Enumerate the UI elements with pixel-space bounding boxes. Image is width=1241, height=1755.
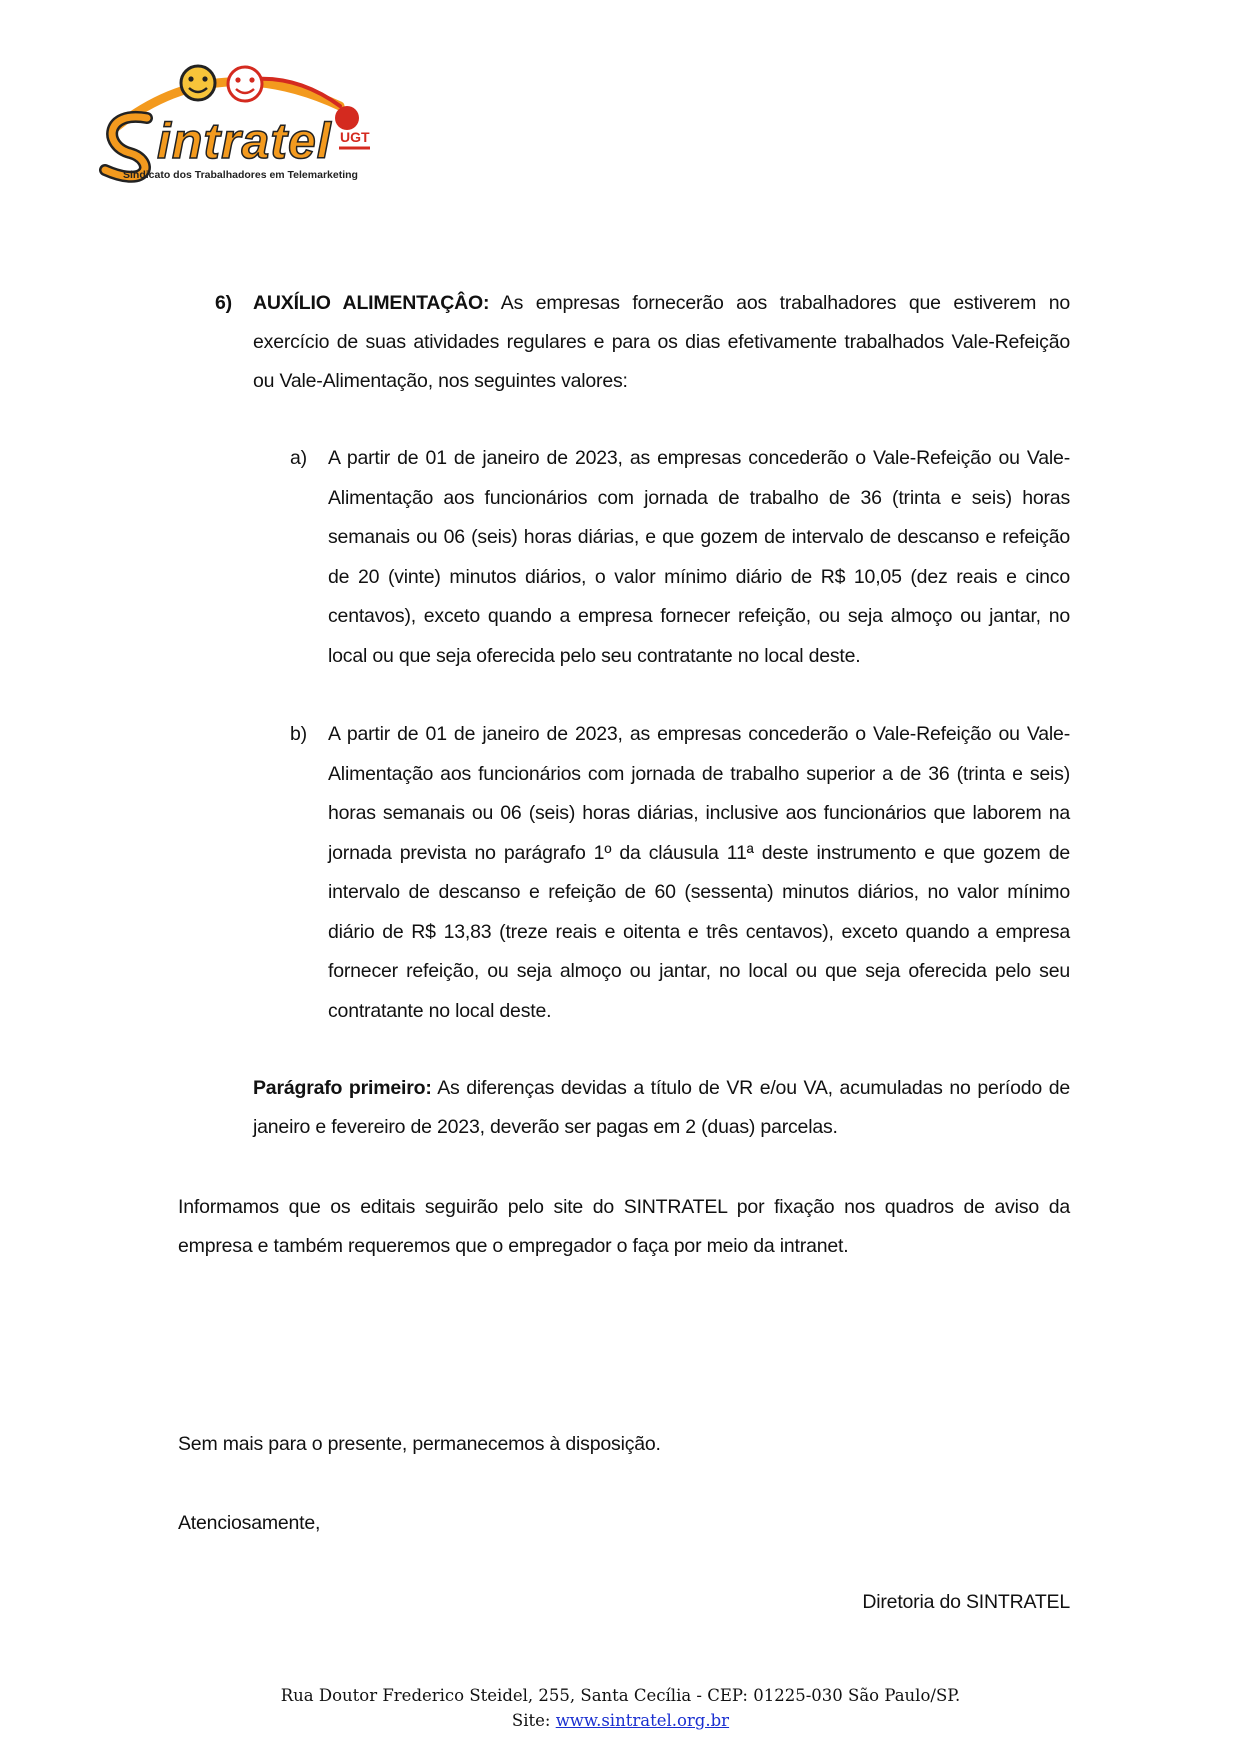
clause-title: AUXÍLIO ALIMENTAÇÂO: — [253, 292, 490, 314]
footer-site-link[interactable]: www.sintratel.org.br — [555, 1711, 730, 1730]
clause-6 — [178, 284, 1070, 401]
signature-line: Diretoria do SINTRATEL — [862, 1591, 1070, 1613]
clause-item-b — [178, 715, 1070, 1031]
item-text: A partir de 01 de janeiro de 2023, as empresas concederão o Vale-Refeição ou Vale-Alimentação aos funcionários com jornada de trabalho de 36 (trinta e seis) horas semanais ou 06 (seis) horas diárias, e que gozem de intervalo de descanso e refeição de 20 (vinte) minutos diários, o valor mínimo diário de R$ 10,05 (dez reais e cinco centavos), exceto quando a empresa fornecer refeição, ou seja almoço ou jantar, no local ou que seja oferecida pelo seu contratante no local deste. — [328, 447, 1070, 667]
closing-line: Sem mais para o presente, permanecemos à disposição. — [178, 1433, 661, 1455]
footer-site — [0, 1711, 1241, 1730]
logo-name: intratel — [157, 113, 332, 169]
smiley-face-right-icon — [228, 67, 262, 101]
footer-address: Rua Doutor Frederico Steidel, 255, Santa Cecília - CEP: 01225-030 São Paulo/SP. — [280, 1686, 961, 1705]
paragraph-first — [178, 1069, 1070, 1147]
item-letter: b) — [290, 723, 307, 745]
footer-site-label: Site: — [511, 1711, 556, 1730]
clause-text: As empresas fornecerão aos trabalhadores que estiverem no exercício de suas atividades regulares e para os dias efetivamente trabalhados Vale-Refeição ou Vale-Alimentação, nos seguintes valores: — [253, 292, 1070, 392]
letter-content — [178, 284, 1070, 1622]
item-letter: a) — [290, 447, 307, 469]
regards-line: Atenciosamente, — [178, 1512, 321, 1534]
clause-number: 6) — [215, 292, 232, 314]
smiley-face-left-icon — [181, 66, 215, 100]
clause-item-a — [178, 439, 1070, 676]
logo-subtitle: Sindicato dos Trabalhadores em Telemarketing — [123, 169, 358, 181]
paragraph-label: Parágrafo primeiro: — [253, 1077, 432, 1099]
item-text: A partir de 01 de janeiro de 2023, as empresas concederão o Vale-Refeição ou Vale-Alimentação aos funcionários com jornada de trabalho superior a de 36 (trinta e seis) horas semanais ou 06 (seis) horas diárias, inclusive aos funcionários que laborem na jornada prevista no parágrafo 1º da cláusula 11ª deste instrumento e que gozem de intervalo de descanso e refeição de 60 (sessenta) minutos diários, no valor mínimo diário de R$ 13,83 (treze reais e oitenta e três centavos), exceto quando a empresa fornecer refeição, ou seja almoço ou jantar, no local ou que seja oferecida pelo seu contratante no local deste. — [328, 723, 1070, 1022]
info-paragraph: Informamos que os editais seguirão pelo site do SINTRATEL por fixação nos quadros de aviso da empresa e também requeremos que o empregador o faça por meio da intranet. — [178, 1196, 1070, 1257]
sintratel-logo — [95, 58, 425, 203]
logo-badge: UGT — [340, 129, 370, 145]
paragraph-text: As diferenças devidas a título de VR e/ou VA, acumuladas no período de janeiro e fevereiro de 2023, deverão ser pagas em 2 (duas) parcelas. — [253, 1077, 1071, 1138]
